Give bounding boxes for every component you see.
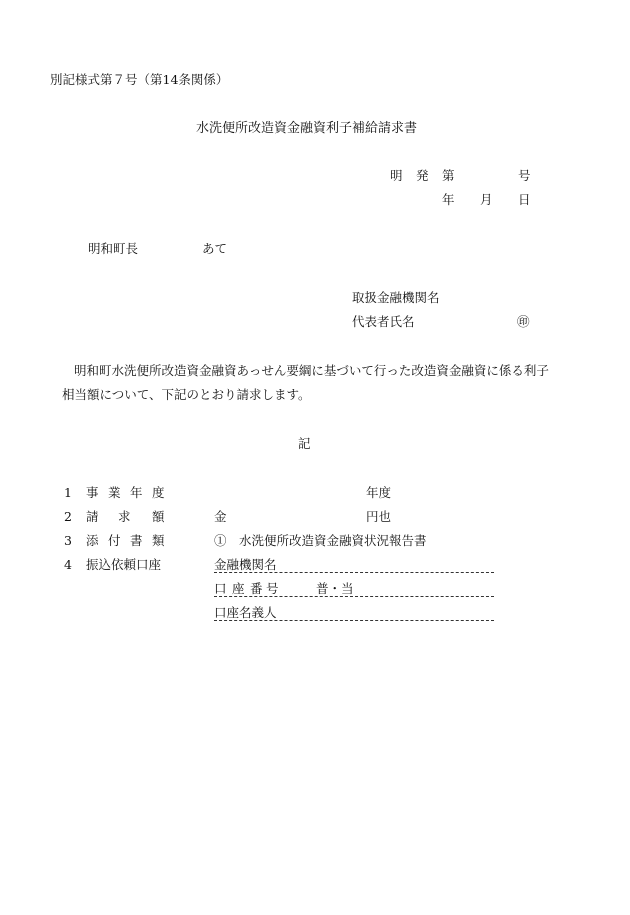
item-label-char: 求 (118, 509, 131, 524)
doc-number-char-1: 明 (390, 168, 403, 183)
attachment-name: ① 水洗便所改造資金融資状況報告書 (214, 533, 427, 548)
item-number: 4 (64, 557, 72, 572)
item-label-char: 書 (130, 533, 143, 548)
date-year: 年 (442, 192, 455, 207)
item-label-char: 事 (86, 485, 99, 500)
account-number-label-char: 口 (214, 581, 227, 596)
ki-heading: 記 (298, 436, 311, 451)
date-day: 日 (518, 192, 531, 207)
representative-label: 代表者氏名 (352, 314, 415, 329)
account-number-field-line[interactable] (214, 596, 494, 597)
item-label-char: 請 (86, 509, 99, 524)
item-number: 2 (64, 509, 72, 524)
item-label-char: 類 (152, 533, 165, 548)
amount-prefix: 金 (214, 509, 227, 524)
bank-name-field-line[interactable] (214, 572, 494, 573)
body-line-2: 相当額について、下記のとおり請求します。 (62, 387, 311, 402)
account-number-label-char: 号 (266, 581, 279, 596)
form-number-label: 別記様式第７号（第14条関係） (50, 72, 229, 87)
item-label: 振込依頼口座 (86, 557, 162, 572)
item-label-char: 額 (152, 509, 165, 524)
addressee-suffix: あて (202, 241, 228, 256)
item-number: 1 (64, 485, 72, 500)
item-label-char: 年 (130, 485, 143, 500)
doc-number-char-4: 号 (518, 168, 531, 183)
document-title: 水洗便所改造資金融資利子補給請求書 (196, 121, 418, 136)
item-label-char: 付 (108, 533, 121, 548)
addressee-name: 明和町長 (88, 241, 139, 256)
account-holder-field-line[interactable] (214, 620, 494, 621)
item-number: 3 (64, 533, 72, 548)
seal-mark: ㊞ (517, 314, 530, 329)
doc-number-char-3: 第 (442, 168, 455, 183)
date-month: 月 (480, 192, 493, 207)
institution-label: 取扱金融機関名 (352, 290, 440, 305)
amount-unit: 円也 (366, 509, 392, 524)
bank-name-label: 金融機関名 (214, 557, 277, 572)
account-number-label-char: 座 (232, 581, 245, 596)
account-type: 普・当 (316, 581, 354, 596)
account-number-label-char: 番 (250, 581, 263, 596)
item-label-char: 添 (86, 533, 99, 548)
item-label-char: 業 (108, 485, 121, 500)
doc-number-char-2: 発 (416, 168, 429, 183)
item-label-char: 度 (152, 485, 165, 500)
account-holder-label: 口座名義人 (214, 605, 277, 620)
fiscal-year-unit: 年度 (366, 485, 392, 500)
body-line-1: 明和町水洗便所改造資金融資あっせん要綱に基づいて行った改造資金融資に係る利子 (74, 363, 549, 378)
